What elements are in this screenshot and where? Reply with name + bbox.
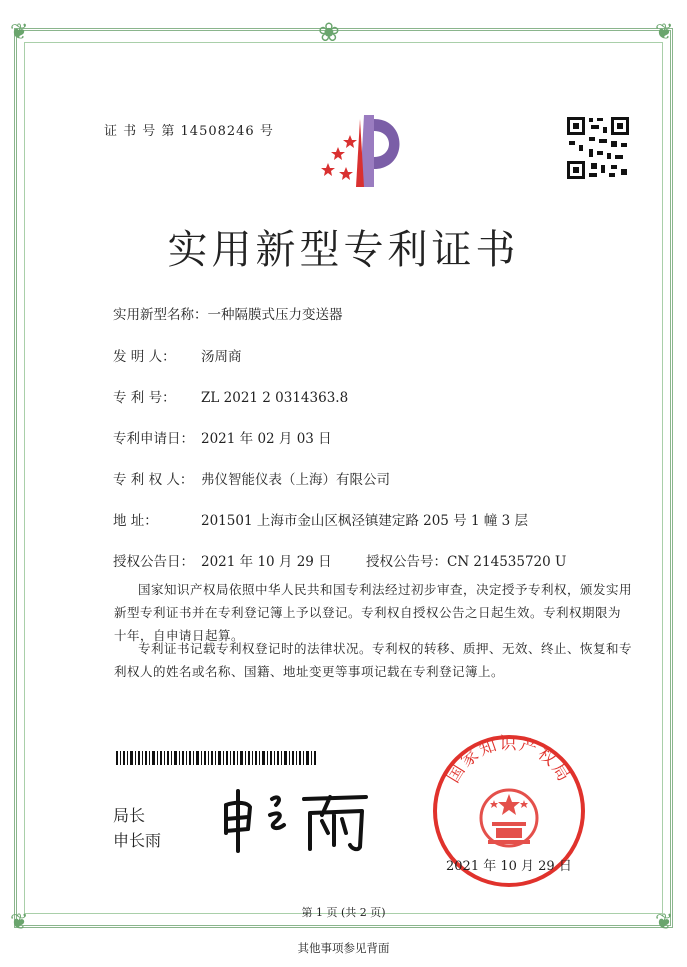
field-value: 201501 上海市金山区枫泾镇建定路 205 号 1 幢 3 层 xyxy=(201,513,529,529)
barcode-icon xyxy=(116,751,316,765)
field-label: 专利申请日： xyxy=(113,431,194,447)
certificate-title: 实用新型专利证书 xyxy=(167,227,520,273)
field-inventor xyxy=(113,345,242,365)
qr-code-icon xyxy=(565,115,631,181)
field-value: 弗仪智能仪表（上海）有限公司 xyxy=(201,472,390,488)
field-label: 发 明 人： xyxy=(113,349,176,365)
field-label: 实用新型名称： xyxy=(113,307,208,323)
handwritten-signature-icon xyxy=(218,785,378,855)
svg-text:国家知识产权局 xyxy=(444,734,575,786)
field-value: CN 214535720 U xyxy=(447,554,567,570)
corner-ornament-icon: ❦ xyxy=(655,910,674,935)
field-address xyxy=(113,509,528,529)
field-utility-model-name xyxy=(113,303,343,323)
statement-paragraph: 国家知识产权局依照中华人民共和国专利法经过初步审查，决定授予专利权，颁发实用新型专利证书并在专利登记簿上予以登记。专利权自授权公告之日起生效。专利权期限为十年，自申请日起算。 xyxy=(114,582,633,643)
field-value: 2021 年 02 月 03 日 xyxy=(201,431,332,447)
field-grant-number xyxy=(366,550,566,570)
corner-ornament-icon: ❦ xyxy=(655,20,674,45)
field-label: 专 利 权 人： xyxy=(113,472,194,488)
corner-ornament-icon: ❦ xyxy=(10,20,29,45)
footer-note: 其他事项参见背面 xyxy=(297,941,390,955)
field-application-date xyxy=(113,427,332,447)
field-grant-date xyxy=(113,550,332,570)
field-value: ZL 2021 2 0314363.8 xyxy=(201,390,349,406)
field-patentee xyxy=(113,468,390,488)
field-value: 一种隔膜式压力变送器 xyxy=(207,307,343,323)
field-value: 2021 年 10 月 29 日 xyxy=(201,554,332,570)
legal-status-paragraph: 专利证书记载专利权登记时的法律状况。专利权的转移、质押、无效、终止、恢复和专利权人的姓名或名称、国籍、地址变更等事项记载在专利登记簿上。 xyxy=(114,641,633,679)
top-center-ornament-icon: ❀ xyxy=(318,18,340,48)
seal-date: 2021 年 10 月 29 日 xyxy=(446,859,572,874)
field-label: 授权公告号： xyxy=(366,554,447,570)
field-label: 地 址： xyxy=(113,513,158,529)
field-label: 专 利 号： xyxy=(113,390,176,406)
signer-title: 局长 xyxy=(113,806,146,825)
signer-name: 申长雨 xyxy=(113,831,162,850)
cnipa-logo-icon xyxy=(316,111,412,197)
corner-ornament-icon: ❦ xyxy=(10,910,29,935)
certificate-number: 证 书 号 第 14508246 号 xyxy=(104,124,274,139)
page-number: 第 1 页 (共 2 页) xyxy=(301,906,386,919)
seal-text: 国家知识产权局 xyxy=(443,734,575,787)
field-label: 授权公告日： xyxy=(113,554,194,570)
field-value: 汤周商 xyxy=(201,349,242,365)
field-patent-number xyxy=(113,386,348,406)
